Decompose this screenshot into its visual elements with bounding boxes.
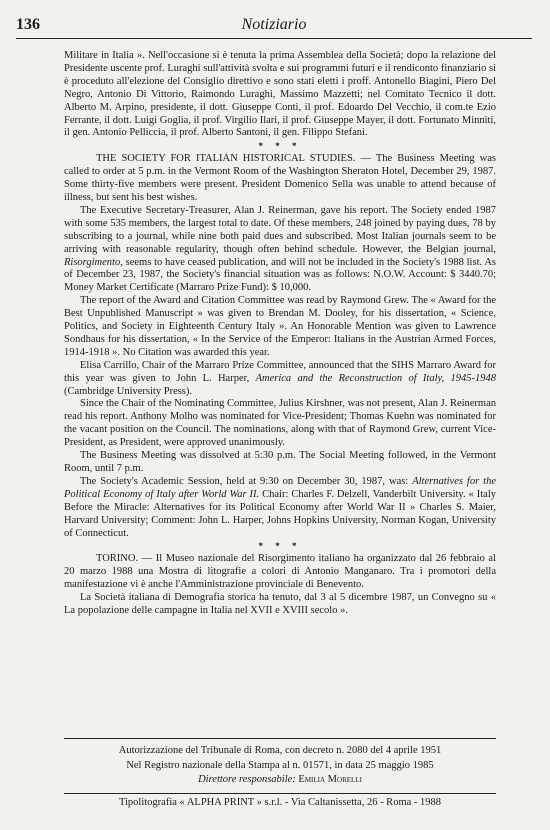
text-span: Elisa Carrillo, Chair of the Marraro Prize Committee, announced that the SIHS Marraro Award for this year was given to John L. Harper, [64, 359, 496, 384]
text-span: The Executive Secretary-Treasurer, Alan J. Reinerman, gave his report. The Society ended 1987 with some 535 members, the largest total to date. Of these members, 248 joined by paying dues, 78 by subscribing to a journal, while nine both paid dues and subscribed. Most Italian journals seem to be arriving with reasonable regularity, though often behind schedule. However, the Belgian journal, [64, 204, 496, 255]
court-authorization: Autorizzazione del Tribunale di Roma, con decreto n. 2080 del 4 aprile 1951 [118, 745, 442, 756]
imprint-footer [64, 744, 496, 788]
paragraph-torino-exhibition: TORINO. — Il Museo nazionale del Risorgimento italiano ha organizzato dal 26 febbraio al 20 marzo 1988 una Mostra di litografie a colori di Antonio Manganaro. Tra i promotori della manifestazione vi è anche l'Amministrazione provinciale di Benevento. [64, 553, 496, 591]
page-body [64, 50, 496, 618]
paragraph-academic-session [64, 476, 496, 541]
paragraph-award-committee: The report of the Award and Citation Committee was read by Raymond Grew. The « Award for the Best Unpublished Manuscript » was given to Brendan M. Dooley, for his dissertation, « Science, Politics, and Society in Eighteenth Century Italy ». An Honorable Mention was given to Lawrence Sondhaus for his dissertation, « In the Service of the Emperor: Italians in the Austrian Armed Forces, 1914-1918 ». No Citation was awarded this year. [64, 295, 496, 358]
editor-name: Emilia Morelli [298, 774, 362, 786]
section-separator: * * * [258, 141, 302, 152]
text-span: (Cambridge University Press). [64, 385, 193, 397]
session-title: Alternatives for the Political Economy of Italy after World War II. [64, 475, 496, 500]
paragraph-meeting-dissolved: The Business Meeting was dissolved at 5:30 p.m. The Social Meeting followed, in the Vermont Room, until 7 p.m. [64, 450, 496, 474]
running-title: Notiziario [241, 16, 307, 33]
page-number: 136 [16, 16, 40, 33]
printer-line: Tipolitografia « ALPHA PRINT » s.r.l. - Via Caltanissetta, 26 - Roma - 1988 [118, 797, 442, 808]
footer-rule-top [64, 738, 496, 739]
text-span: Chair: Charles F. Delzell, Vanderbilt University. « Italy Before the Miracle: Alternatives for its Political Economy after World War II » Charles S. Maier, Harvard University; Comment: John L. Harper, Johns Hopkins University, Norman Kogan, University of Connecticut. [64, 488, 496, 539]
page-header [16, 16, 532, 39]
editor-label: Direttore responsabile: [198, 774, 296, 786]
press-registration: Nel Registro nazionale della Stampa al n. 01571, in data 25 maggio 1985 [126, 759, 434, 771]
paragraph-marraro-prize [64, 360, 496, 399]
editor-line [64, 773, 496, 788]
paragraph-demography-conference: La Società italiana di Demografia storica ha tenuto, dal 3 al 5 dicembre 1987, un Convegno su « La popolazione delle campagne in Italia nel XVII e XVIII secolo ». [64, 592, 496, 616]
paragraph-sihs-business-meeting: THE SOCIETY FOR ITALIAN HISTORICAL STUDIES. — The Business Meeting was called to order at 5 p.m. in the Vermont Room of the Washington Sheraton Hotel, December 29, 1987. Some thirty-five members were present. President Domenico Sella was unable to attend because of illness, but sent his best wishes. [64, 153, 496, 203]
paragraph-military-history-society: Militare in Italia ». Nell'occasione si è tenuta la prima Assemblea della Società; dopo la relazione del Presidente uscente prof. Luraghi sull'attività svolta e sui programmi futuri e il rendiconto finanziario si è proceduto all'elezione del Consiglio direttivo e sono stati eletti i proff. Antonello Biagini, Piero Del Negro, Antonio Di Vittorio, Raimondo Luraghi, Massimo Mazzetti; nel Comitato Tecnico il dott. Alberto M. Arpino, presidente, il dott. Giuseppe Conti, il prof. Edoardo Del Vecchio, il com.te Ezio Ferrante, il dott. Luigi Goglia, il prof. Virgilio Ilari, il prof. Giuseppe Mayer, il dott. Fortunato Minniti, il gen. Antonio Pelliccia, il prof. Alberto Santoni, il gen. Filippo Stefani. [64, 50, 496, 139]
book-title: America and the Reconstruction of Italy, 1945-1948 [255, 372, 496, 384]
text-span: , seems to have ceased publication, and will not be included in the Society's 1988 list. As of December 23, 1987, the Society's financial situation was as follows: N.O.W. Account: $ 3440.70; Money Market Certificate (Marraro Prize Fund): $ 10,000. [64, 256, 496, 294]
section-separator: * * * [258, 541, 302, 552]
text-span: The Society's Academic Session, held at 9:30 on December 30, 1987, was: [80, 475, 413, 487]
paragraph-nominating-committee: Since the Chair of the Nominating Committee, Julius Kirshner, was not present, Alan J. Reinerman read his report. Anthony Molho was nominated for Vice-President; Thomas Kuehn was nominated for the vacant position on the Council. The nominations, along with that of Raymond Grew, current Vice-President, as President, were approved unanimously. [64, 398, 497, 449]
paragraph-treasurer-report [64, 205, 496, 295]
journal-title: Risorgimento [64, 256, 121, 268]
footer-rule-bottom [64, 793, 496, 794]
